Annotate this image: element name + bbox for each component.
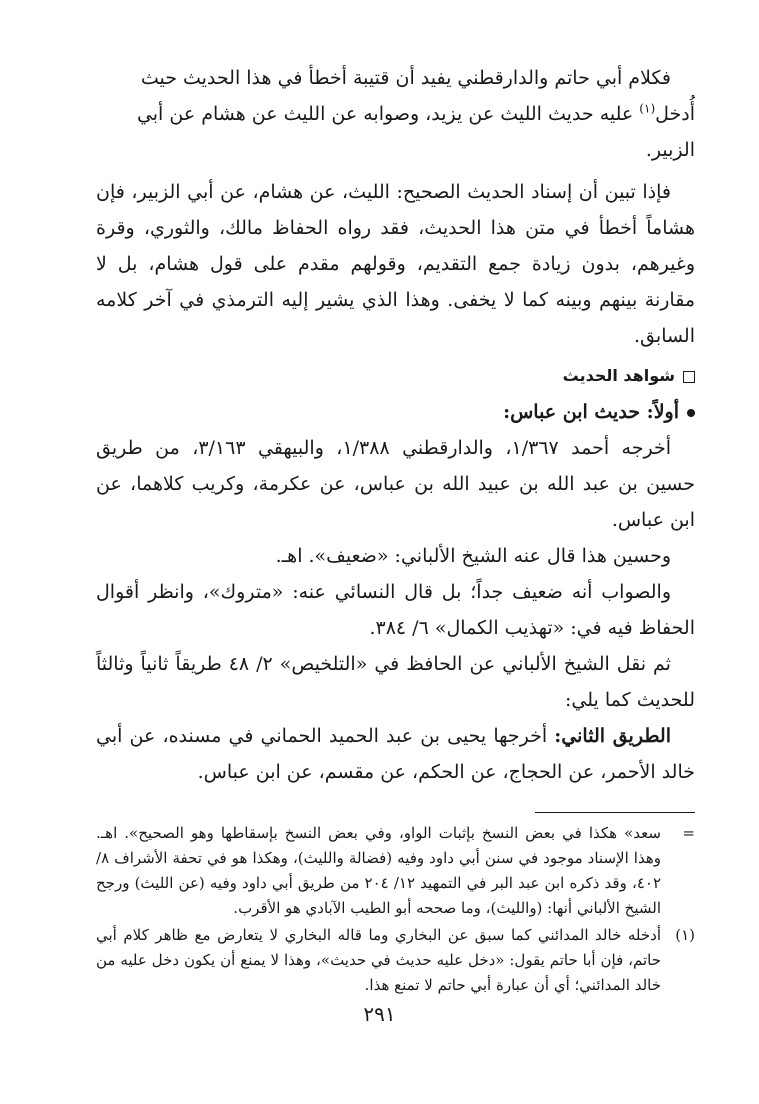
- paragraph-1-line-2a: أُدخل: [655, 103, 695, 125]
- paragraph-7: [96, 718, 695, 790]
- paragraph-7-label: الطريق الثاني:: [554, 725, 671, 747]
- paragraph-1: [96, 60, 695, 168]
- page-number: ٢٩١: [363, 1002, 396, 1026]
- paragraph-5: والصواب أنه ضعيف جداً؛ بل قال النسائي عنه: «متروك»، وانظر أقوال الحفاظ فيه في: «تهذيب الكمال» ٦/ ٣٨٤.: [96, 581, 695, 639]
- paragraph-1-line-2b: عليه حديث الليث عن يزيد، وصوابه عن الليث عن هشام عن أبي: [136, 103, 640, 125]
- footnote-1: [96, 923, 695, 998]
- paragraph-3: أخرجه أحمد ١/٣٦٧، والدارقطني ١/٣٨٨، والبيهقي ٣/١٦٣، من طريق حسين بن عبد الله بن عبيد الله بن عباس، عن عكرمة، وكريب كلاهما، عن ابن عباس.: [96, 437, 695, 531]
- paragraph-7-text: أخرجها يحيى بن عبد الحميد الحماني في مسنده، عن أبي خالد الأحمر، عن الحجاج، عن الحكم، عن مقسم، عن ابن عباس.: [96, 725, 695, 783]
- paragraph-2: فإذا تبين أن إسناد الحديث الصحيح: الليث، عن هشام، عن أبي الزبير، فإن هشاماً أخطأ في متن هذا الحديث، فقد رواه الحفاظ مالك، والثوري، وقرة وغيرهم، بدون زيادة جمع التقديم، وقولهم مقدم على قول هشام، بل لا مقارنة بينهم وبينه كما لا يخفى. وهذا الذي يشير إليه الترمذي في آخر كلامه السابق.: [96, 181, 695, 347]
- footnote-divider: [535, 812, 695, 813]
- paragraph-6: ثم نقل الشيخ الألباني عن الحافظ في «التلخيص» ٢/ ٤٨ طريقاً ثانياً وثالثاً للحديث كما يلي:: [96, 653, 695, 711]
- subheading-text: أولاً: حديث ابن عباس:: [503, 401, 679, 423]
- square-bullet-icon: [683, 371, 695, 383]
- footnote-continuation-text: سعد» هكذا في بعض النسخ بإثبات الواو، وفي بعض النسخ بإسقاطها وهو الصحيح». اهـ. وهذا الإسناد موجود في سنن أبي داود وفيه (فضالة والليث)، وهكذا هو في تحفة الأشراف ٨/ ٤٠٢، وقد ذكره ابن عبد البر في التمهيد ١٢/ ٢٠٤ من طريق أبي داود وفيه (عن الليث) ورجح الشيخ الألباني أنها: (والليث)، وما صححه أبو الطيب الآبادي هو الأقرب.: [96, 824, 661, 917]
- paragraph-1-line-1: فكلام أبي حاتم والدارقطني يفيد أن قتيبة أخطأ في هذا الحديث حيث: [140, 67, 671, 89]
- footnote-1-mark: (١): [675, 926, 695, 944]
- footnote-continuation-mark: =: [682, 824, 695, 842]
- footnote-ref-1[interactable]: (١): [639, 101, 656, 116]
- footnotes: [96, 821, 695, 998]
- paragraph-4: وحسين هذا قال عنه الشيخ الألباني: «ضعيف». اهـ.: [275, 545, 671, 567]
- footnote-continuation: [96, 821, 695, 921]
- section-heading-text: شواهد الحديث: [562, 366, 675, 385]
- paragraph-1-line-3: الزبير.: [645, 139, 695, 161]
- main-text: [96, 60, 695, 790]
- round-bullet-icon: [687, 409, 695, 417]
- footnote-1-text: أدخله خالد المدائني كما سبق عن البخاري وما قاله البخاري لا يتعارض مع ظاهر كلام أبي حاتم، فإن أبا حاتم يقول: «دخل عليه حديث في حديث»، وهذا لا يمنع أن يكون دخل عليه من خالد المدائني؛ أي أن عبارة أبي حاتم لا تمنع هذا.: [96, 926, 661, 994]
- subheading-awwal: [96, 394, 695, 430]
- section-heading-shawahid: [96, 358, 695, 394]
